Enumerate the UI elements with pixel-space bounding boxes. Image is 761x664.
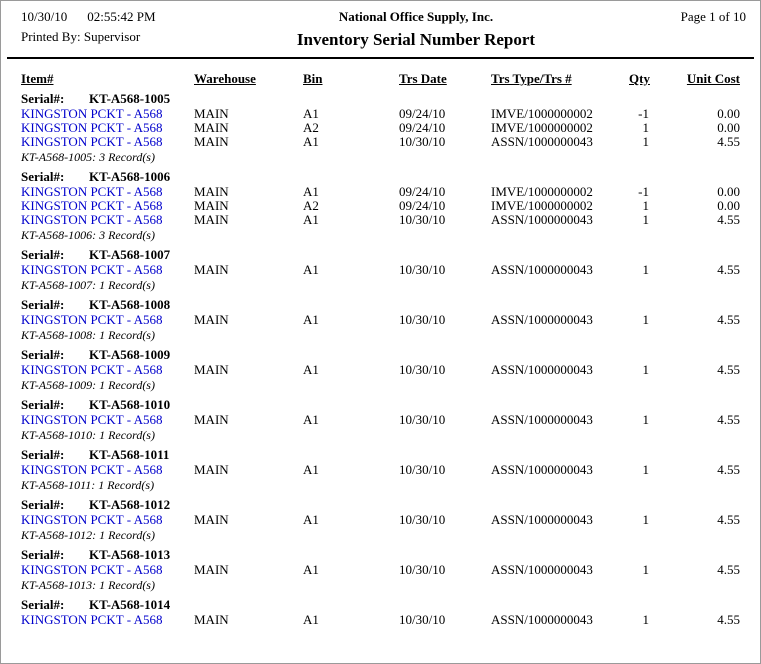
serial-group xyxy=(1,447,760,493)
qty-cell: -1 xyxy=(638,185,649,199)
trs-type-cell: IMVE/1000000002 xyxy=(491,199,593,213)
item-link[interactable]: KINGSTON PCKT - A568 xyxy=(21,563,163,577)
serial-line xyxy=(1,397,760,413)
qty-cell: -1 xyxy=(638,107,649,121)
qty-cell: 1 xyxy=(642,313,649,327)
serial-number: KT-A568-1008 xyxy=(89,297,171,312)
header-left xyxy=(21,9,236,50)
serial-number: KT-A568-1011 xyxy=(89,447,170,462)
warehouse-cell: MAIN xyxy=(194,363,229,377)
bin-cell: A1 xyxy=(303,563,319,577)
bin-cell: A1 xyxy=(303,363,319,377)
group-summary: KT-A568-1013: 1 Record(s) xyxy=(21,578,155,592)
serial-label: Serial#: xyxy=(21,347,65,362)
serial-label: Serial#: xyxy=(21,169,65,184)
page-indicator: Page 1 of 10 xyxy=(680,9,746,24)
group-summary: KT-A568-1009: 1 Record(s) xyxy=(21,378,155,392)
printed-by: Printed By: Supervisor xyxy=(21,29,141,44)
table-row xyxy=(1,263,760,277)
serial-number: KT-A568-1007 xyxy=(89,247,171,262)
serial-label: Serial#: xyxy=(21,597,65,612)
bin-cell: A1 xyxy=(303,213,319,227)
group-summary: KT-A568-1006: 3 Record(s) xyxy=(21,228,155,242)
bin-cell: A1 xyxy=(303,185,319,199)
qty-cell: 1 xyxy=(642,135,649,149)
trs-date-cell: 10/30/10 xyxy=(399,213,446,227)
trs-type-cell: ASSN/1000000043 xyxy=(491,363,593,377)
trs-date-cell: 09/24/10 xyxy=(399,107,446,121)
table-row xyxy=(1,199,760,213)
serial-group xyxy=(1,169,760,243)
serial-line xyxy=(1,597,760,613)
trs-type-cell: ASSN/1000000043 xyxy=(491,313,593,327)
serial-label: Serial#: xyxy=(21,247,65,262)
trs-date-cell: 10/30/10 xyxy=(399,613,446,627)
serial-groups-container xyxy=(1,91,760,627)
table-row xyxy=(1,121,760,135)
trs-date-cell: 09/24/10 xyxy=(399,185,446,199)
bin-cell: A1 xyxy=(303,413,319,427)
warehouse-cell: MAIN xyxy=(194,613,229,627)
group-summary: KT-A568-1010: 1 Record(s) xyxy=(21,428,155,442)
qty-cell: 1 xyxy=(642,513,649,527)
report-title: Inventory Serial Number Report xyxy=(296,30,536,49)
serial-line xyxy=(1,297,760,313)
qty-cell: 1 xyxy=(642,363,649,377)
column-header-item: Item# xyxy=(21,71,54,86)
table-row xyxy=(1,363,760,377)
trs-date-cell: 09/24/10 xyxy=(399,199,446,213)
serial-group xyxy=(1,397,760,443)
unit-cost-cell: 4.55 xyxy=(717,613,740,627)
serial-group xyxy=(1,247,760,293)
warehouse-cell: MAIN xyxy=(194,107,229,121)
unit-cost-cell: 4.55 xyxy=(717,363,740,377)
serial-number: KT-A568-1012 xyxy=(89,497,171,512)
company-name: National Office Supply, Inc. xyxy=(338,9,494,24)
bin-cell: A1 xyxy=(303,313,319,327)
unit-cost-cell: 4.55 xyxy=(717,463,740,477)
item-link[interactable]: KINGSTON PCKT - A568 xyxy=(21,135,163,149)
group-summary: KT-A568-1005: 3 Record(s) xyxy=(21,150,155,164)
serial-line xyxy=(1,447,760,463)
table-row xyxy=(1,413,760,427)
warehouse-cell: MAIN xyxy=(194,121,229,135)
item-link[interactable]: KINGSTON PCKT - A568 xyxy=(21,463,163,477)
table-row xyxy=(1,513,760,527)
warehouse-cell: MAIN xyxy=(194,563,229,577)
serial-group xyxy=(1,497,760,543)
column-header-unit-cost: Unit Cost xyxy=(686,71,740,86)
unit-cost-cell: 4.55 xyxy=(717,213,740,227)
serial-group xyxy=(1,91,760,165)
column-header-row xyxy=(1,71,760,87)
trs-type-cell: ASSN/1000000043 xyxy=(491,563,593,577)
warehouse-cell: MAIN xyxy=(194,135,229,149)
item-link[interactable]: KINGSTON PCKT - A568 xyxy=(21,363,163,377)
trs-date-cell: 10/30/10 xyxy=(399,263,446,277)
table-row xyxy=(1,107,760,121)
serial-line xyxy=(1,91,760,107)
group-summary: KT-A568-1012: 1 Record(s) xyxy=(21,528,155,542)
trs-date-cell: 10/30/10 xyxy=(399,135,446,149)
item-link[interactable]: KINGSTON PCKT - A568 xyxy=(21,313,163,327)
trs-type-cell: IMVE/1000000002 xyxy=(491,107,593,121)
warehouse-cell: MAIN xyxy=(194,463,229,477)
report-header xyxy=(1,1,760,50)
serial-label: Serial#: xyxy=(21,91,65,106)
trs-type-cell: ASSN/1000000043 xyxy=(491,463,593,477)
bin-cell: A1 xyxy=(303,107,319,121)
serial-label: Serial#: xyxy=(21,447,65,462)
unit-cost-cell: 4.55 xyxy=(717,263,740,277)
trs-type-cell: ASSN/1000000043 xyxy=(491,213,593,227)
serial-number: KT-A568-1013 xyxy=(89,547,171,562)
bin-cell: A1 xyxy=(303,263,319,277)
bin-cell: A1 xyxy=(303,135,319,149)
trs-date-cell: 10/30/10 xyxy=(399,313,446,327)
trs-date-cell: 10/30/10 xyxy=(399,463,446,477)
column-header-qty: Qty xyxy=(629,71,650,86)
unit-cost-cell: 4.55 xyxy=(717,135,740,149)
warehouse-cell: MAIN xyxy=(194,413,229,427)
item-link[interactable]: KINGSTON PCKT - A568 xyxy=(21,121,163,135)
table-row xyxy=(1,463,760,477)
table-row xyxy=(1,563,760,577)
qty-cell: 1 xyxy=(642,413,649,427)
unit-cost-cell: 4.55 xyxy=(717,563,740,577)
trs-date-cell: 09/24/10 xyxy=(399,121,446,135)
bin-cell: A2 xyxy=(303,121,319,135)
warehouse-cell: MAIN xyxy=(194,513,229,527)
serial-line xyxy=(1,169,760,185)
item-link[interactable]: KINGSTON PCKT - A568 xyxy=(21,199,163,213)
bin-cell: A2 xyxy=(303,199,319,213)
warehouse-cell: MAIN xyxy=(194,199,229,213)
warehouse-cell: MAIN xyxy=(194,313,229,327)
serial-label: Serial#: xyxy=(21,497,65,512)
bin-cell: A1 xyxy=(303,513,319,527)
warehouse-cell: MAIN xyxy=(194,185,229,199)
trs-type-cell: ASSN/1000000043 xyxy=(491,413,593,427)
unit-cost-cell: 4.55 xyxy=(717,413,740,427)
item-link[interactable]: KINGSTON PCKT - A568 xyxy=(21,513,163,527)
serial-number: KT-A568-1006 xyxy=(89,169,171,184)
trs-type-cell: ASSN/1000000043 xyxy=(491,613,593,627)
unit-cost-cell: 0.00 xyxy=(717,185,740,199)
column-header-bin: Bin xyxy=(303,71,323,86)
warehouse-cell: MAIN xyxy=(194,213,229,227)
table-row xyxy=(1,213,760,227)
serial-line xyxy=(1,247,760,263)
item-link[interactable]: KINGSTON PCKT - A568 xyxy=(21,263,163,277)
group-summary: KT-A568-1007: 1 Record(s) xyxy=(21,278,155,292)
serial-group xyxy=(1,547,760,593)
item-link[interactable]: KINGSTON PCKT - A568 xyxy=(21,613,163,627)
trs-date-cell: 10/30/10 xyxy=(399,513,446,527)
serial-line xyxy=(1,497,760,513)
qty-cell: 1 xyxy=(642,263,649,277)
item-link[interactable]: KINGSTON PCKT - A568 xyxy=(21,185,163,199)
bin-cell: A1 xyxy=(303,463,319,477)
qty-cell: 1 xyxy=(642,563,649,577)
unit-cost-cell: 4.55 xyxy=(717,313,740,327)
table-row xyxy=(1,313,760,327)
trs-date-cell: 10/30/10 xyxy=(399,563,446,577)
report-time: 02:55:42 PM xyxy=(87,9,156,24)
trs-date-cell: 10/30/10 xyxy=(399,413,446,427)
serial-group xyxy=(1,297,760,343)
group-summary: KT-A568-1008: 1 Record(s) xyxy=(21,328,155,342)
group-summary: KT-A568-1011: 1 Record(s) xyxy=(21,478,155,492)
trs-type-cell: IMVE/1000000002 xyxy=(491,121,593,135)
column-header-trs-date: Trs Date xyxy=(399,71,447,86)
column-header-trs-type: Trs Type/Trs # xyxy=(491,71,572,86)
trs-type-cell: ASSN/1000000043 xyxy=(491,263,593,277)
table-row xyxy=(1,613,760,627)
table-row xyxy=(1,185,760,199)
serial-number: KT-A568-1014 xyxy=(89,597,171,612)
bin-cell: A1 xyxy=(303,613,319,627)
unit-cost-cell: 0.00 xyxy=(717,199,740,213)
warehouse-cell: MAIN xyxy=(194,263,229,277)
serial-group xyxy=(1,347,760,393)
qty-cell: 1 xyxy=(642,121,649,135)
header-divider xyxy=(7,57,754,59)
qty-cell: 1 xyxy=(642,613,649,627)
trs-type-cell: ASSN/1000000043 xyxy=(491,513,593,527)
item-link[interactable]: KINGSTON PCKT - A568 xyxy=(21,107,163,121)
serial-group xyxy=(1,597,760,627)
serial-line xyxy=(1,547,760,563)
report-date: 10/30/10 xyxy=(21,9,68,24)
serial-line xyxy=(1,347,760,363)
unit-cost-cell: 0.00 xyxy=(717,121,740,135)
qty-cell: 1 xyxy=(642,213,649,227)
trs-type-cell: ASSN/1000000043 xyxy=(491,135,593,149)
item-link[interactable]: KINGSTON PCKT - A568 xyxy=(21,413,163,427)
serial-number: KT-A568-1009 xyxy=(89,347,171,362)
qty-cell: 1 xyxy=(642,463,649,477)
serial-number: KT-A568-1005 xyxy=(89,91,171,106)
serial-label: Serial#: xyxy=(21,547,65,562)
column-header-warehouse: Warehouse xyxy=(194,71,256,86)
unit-cost-cell: 0.00 xyxy=(717,107,740,121)
serial-number: KT-A568-1010 xyxy=(89,397,171,412)
trs-type-cell: IMVE/1000000002 xyxy=(491,185,593,199)
serial-label: Serial#: xyxy=(21,297,65,312)
header-center xyxy=(236,9,596,50)
unit-cost-cell: 4.55 xyxy=(717,513,740,527)
table-row xyxy=(1,135,760,149)
qty-cell: 1 xyxy=(642,199,649,213)
serial-label: Serial#: xyxy=(21,397,65,412)
item-link[interactable]: KINGSTON PCKT - A568 xyxy=(21,213,163,227)
trs-date-cell: 10/30/10 xyxy=(399,363,446,377)
